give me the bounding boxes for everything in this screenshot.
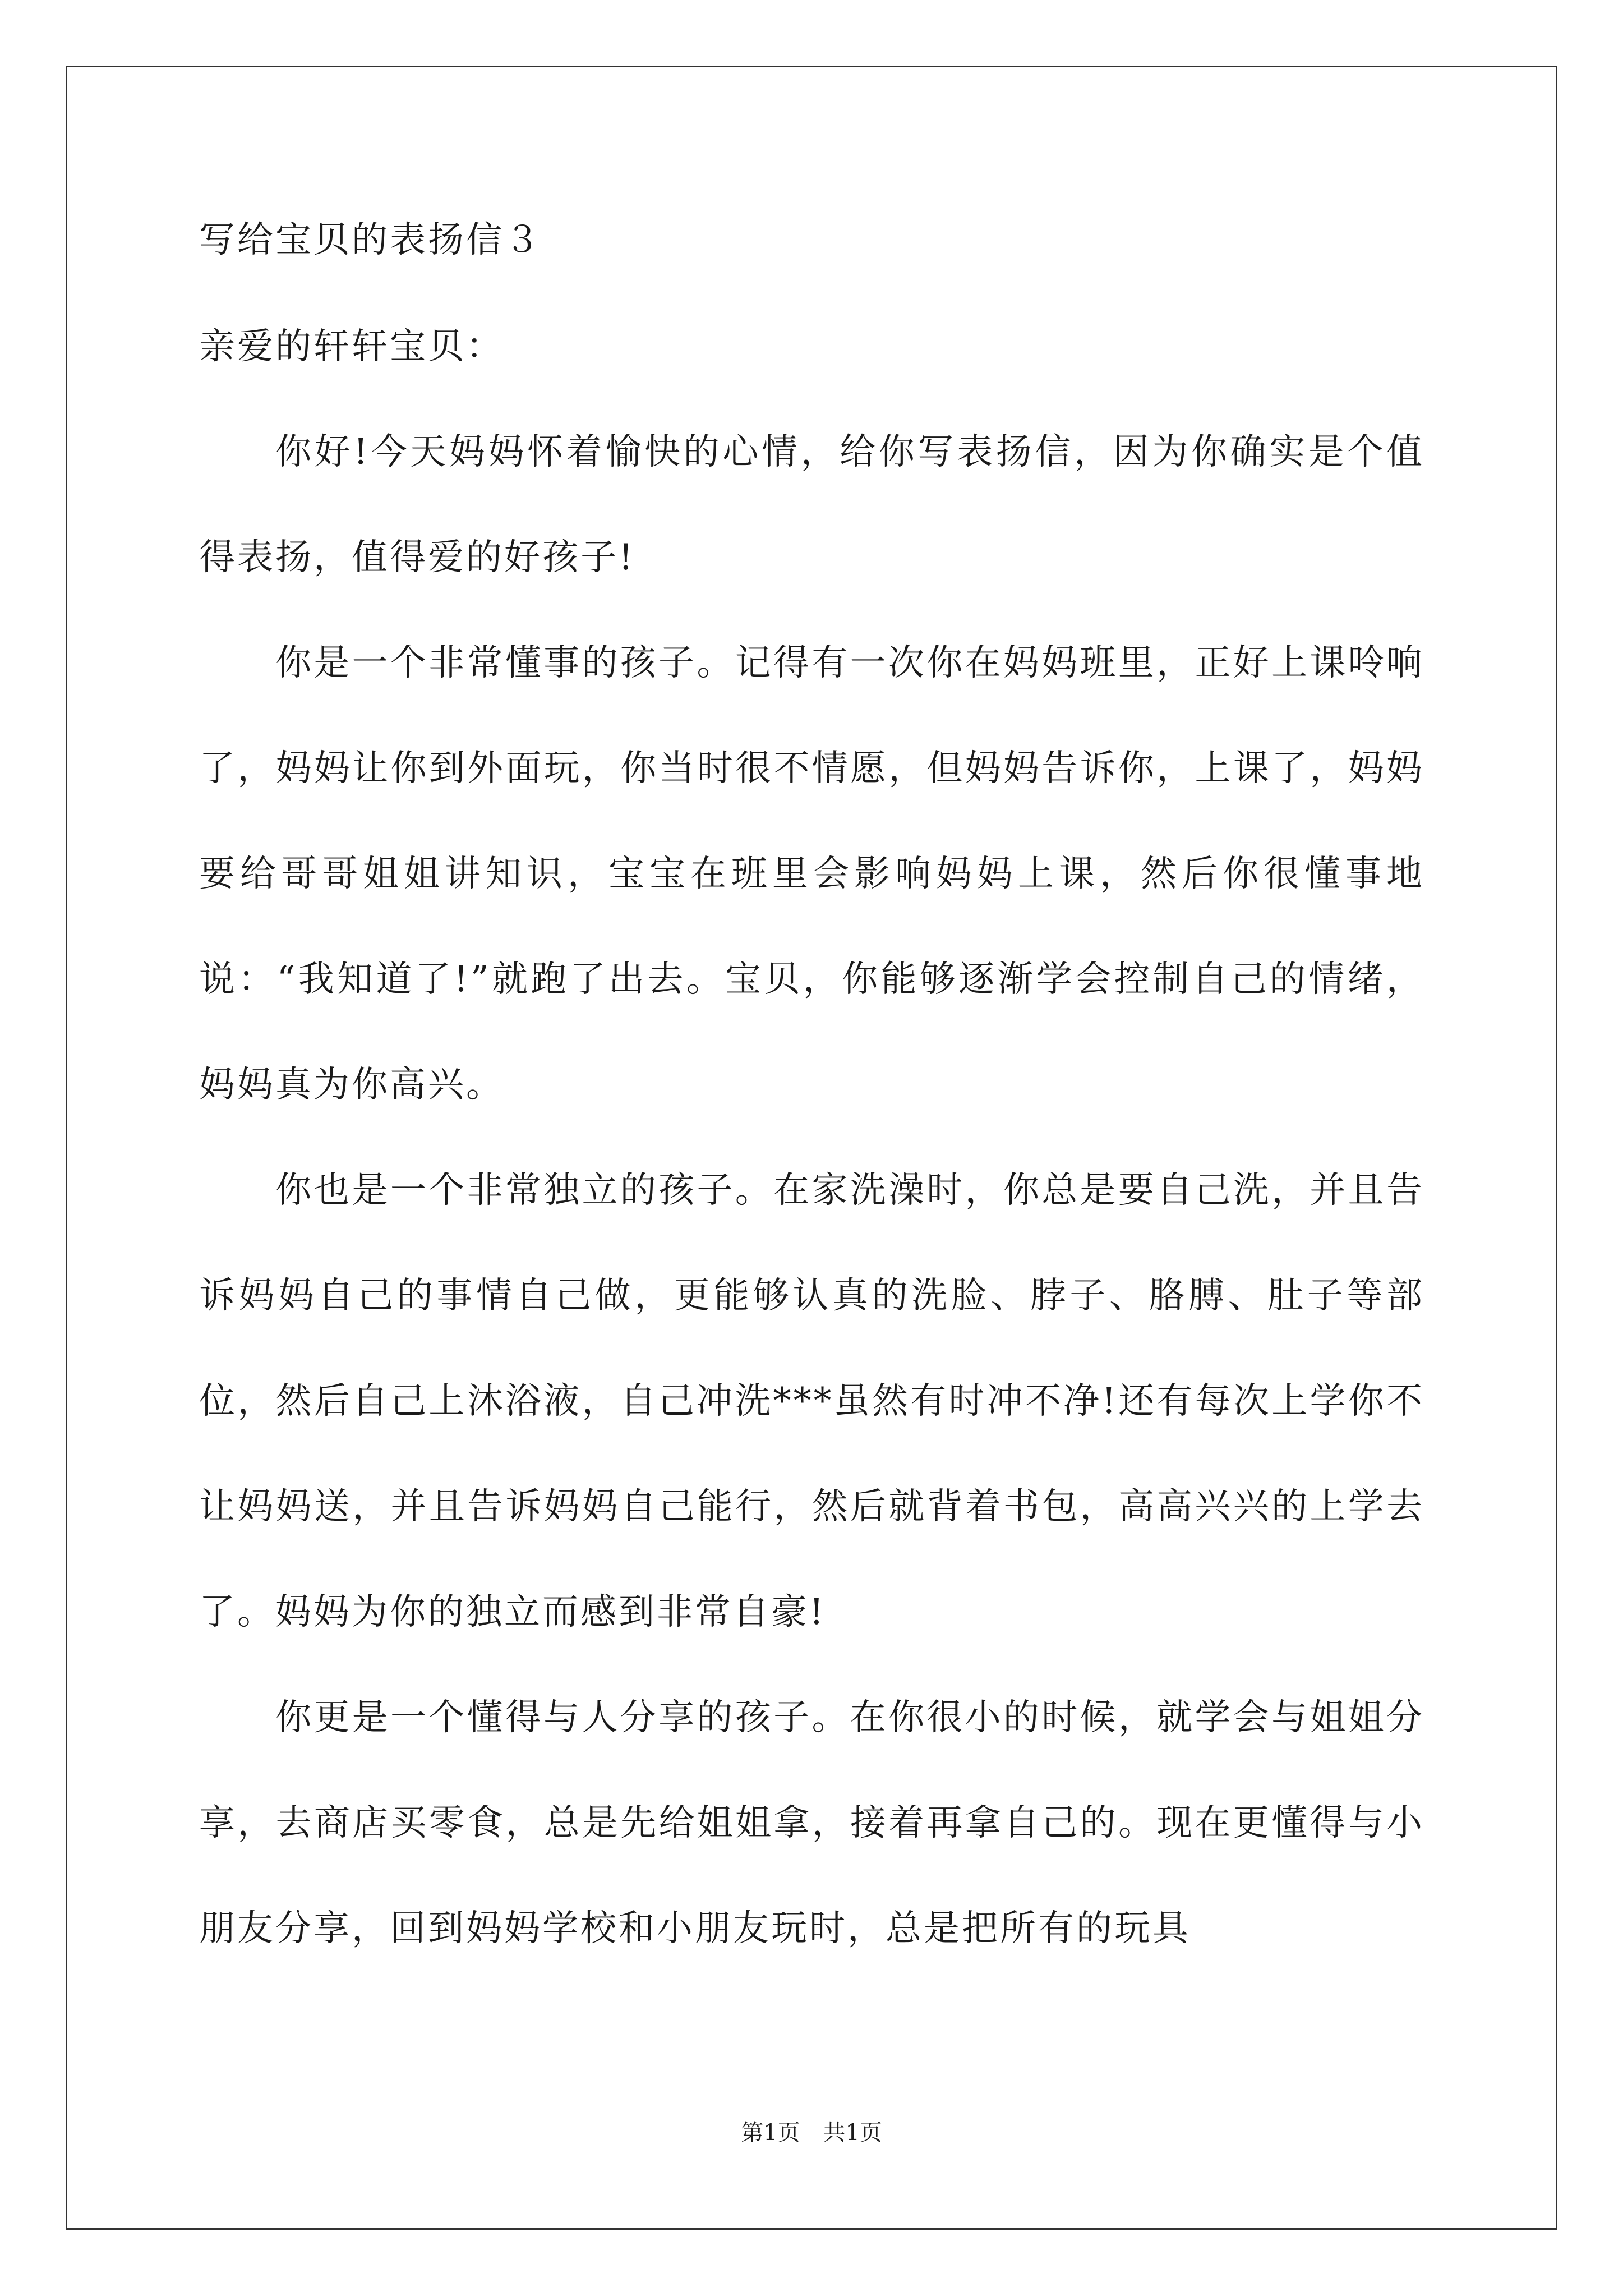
page-footer [0, 2116, 1623, 2150]
paragraph-2: 你是一个非常懂事的孩子。记得有一次你在妈妈班里，正好上课呤响了，妈妈让你到外面玩，你当时很不情愿，但妈妈告诉你，上课了，妈妈要给哥哥姐姐讲知识，宝宝在班里会影响妈妈上课，然后你很懂事地说：“我知道了!”就跑了出去。宝贝，你能够逐渐学会控制自己的情绪，妈妈真为你高兴。 [199, 642, 1424, 1106]
page-number-total: 共1页 [823, 2120, 882, 2146]
paragraph-1: 你好!今天妈妈怀着愉快的心情，给你写表扬信，因为你确实是个值得表扬，值得爱的好孩子! [199, 431, 1424, 578]
paragraph-4: 你更是一个懂得与人分享的孩子。在你很小的时候，就学会与姐姐分享，去商店买零食，总是先给姐姐拿，接着再拿自己的。现在更懂得与小朋友分享，回到妈妈学校和小朋友玩时，总是把所有的玩具 [199, 1697, 1424, 1949]
document-title: 写给宝贝的表扬信３ [199, 219, 542, 261]
page-number-current: 第1页 [741, 2120, 800, 2146]
salutation: 亲爱的轩轩宝贝： [199, 326, 504, 367]
document-body [199, 212, 1424, 1981]
paragraph-3: 你也是一个非常独立的孩子。在家洗澡时，你总是要自己洗，并且告诉妈妈自己的事情自己做，更能够认真的洗脸、脖子、胳膊、肚子等部位，然后自己上沐浴液，自己冲洗***虽然有时冲不净!还有每次上学你不让妈妈送，并且告诉妈妈自己能行，然后就背着书包，高高兴兴的上学去了。妈妈为你的独立而感到非常自豪! [199, 1170, 1424, 1633]
